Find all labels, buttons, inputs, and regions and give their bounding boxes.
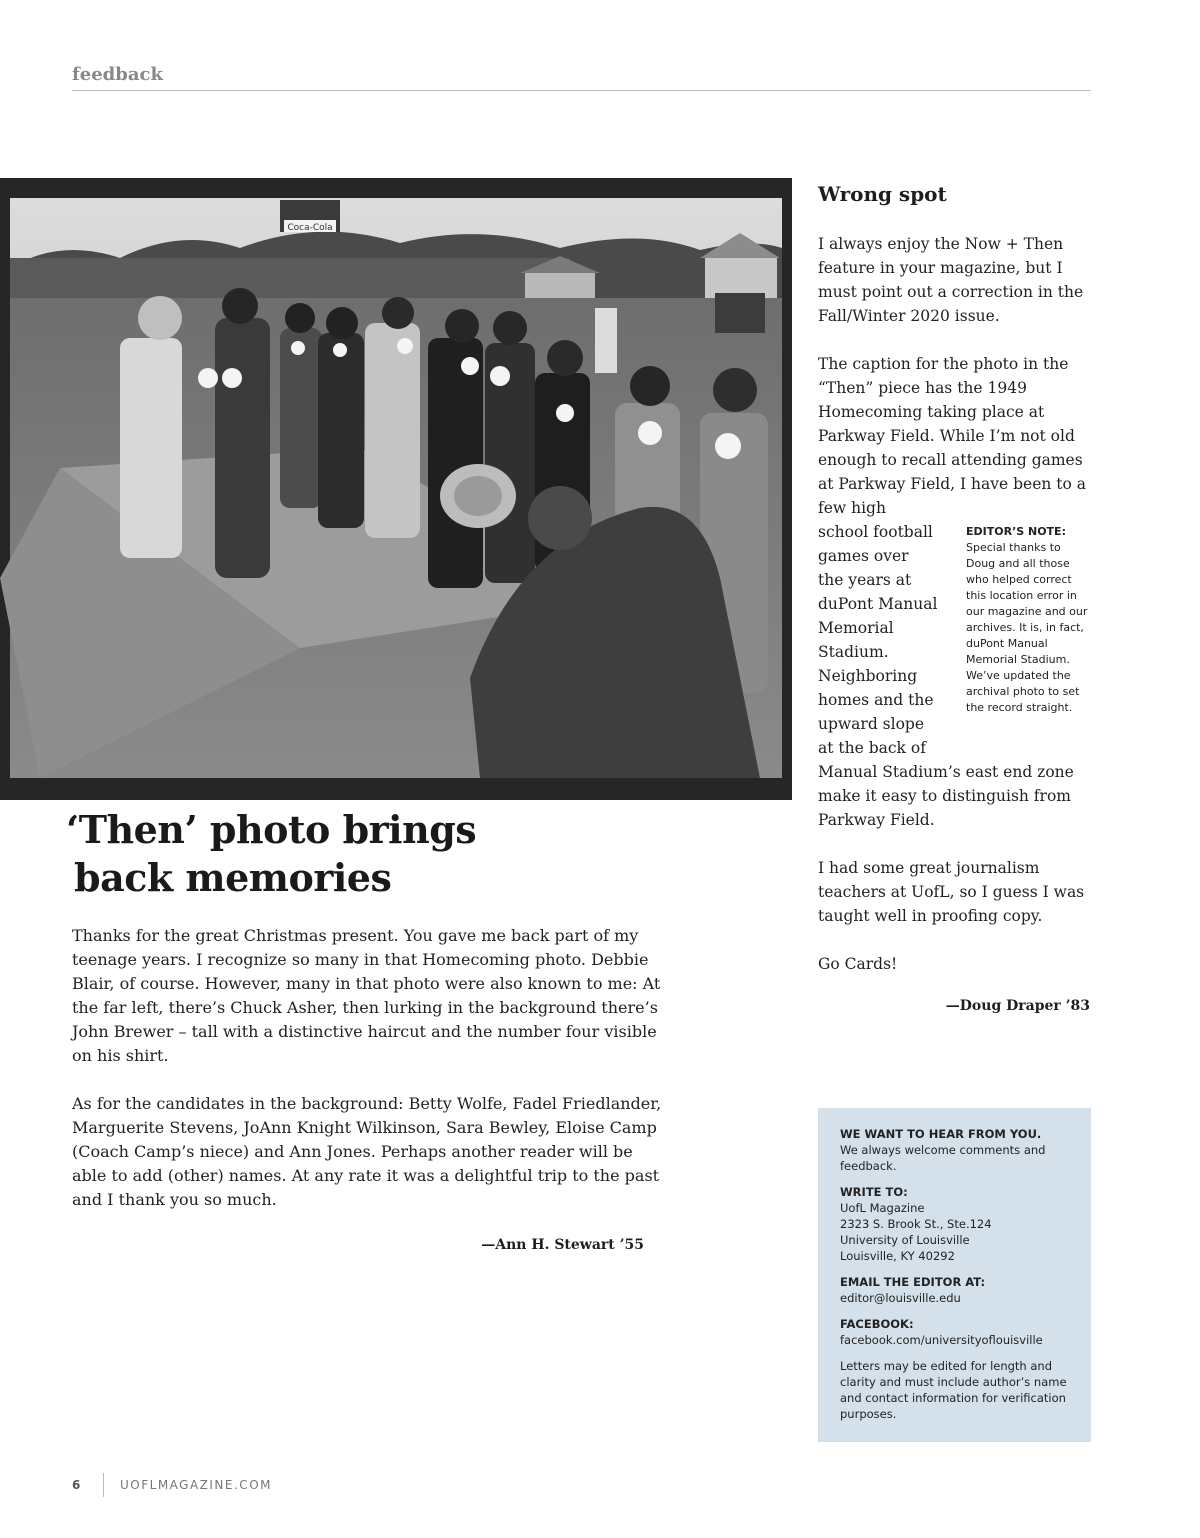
wrap-line: games over	[818, 547, 909, 565]
page-number: 6	[72, 1478, 81, 1492]
disclaimer-text: Letters may be edited for length and clarity and must include author’s name and contact information for verification purposes.	[840, 1359, 1067, 1421]
write-label: WRITE TO:	[840, 1185, 908, 1199]
section-label: feedback	[72, 64, 163, 85]
wrap-line: upward slope	[818, 715, 925, 733]
letter-paragraph: As for the candidates in the background: Betty Wolfe, Fadel Friedlander, Marguerite Stevens, JoAnn Knight Wilkinson, Sara Bewley, Eloise Camp (Coach Camp’s niece) and Ann Jones. Perhaps another reader will be able to add (other) names. At any rate it was a delightful trip to the past and I thank you so much.	[72, 1094, 662, 1209]
letter-body	[72, 924, 672, 1236]
wrap-line: homes and the	[818, 691, 934, 709]
editor-note-label: EDITOR’S NOTE:	[966, 525, 1066, 538]
editor-note-text: Special thanks to Doug and all those who helped correct this location error in our magazine and our archives. It is, in fact, duPont Manual Memorial Stadium. We’ve updated the archival photo to set the record straight.	[966, 541, 1088, 714]
contact-info-box	[818, 1108, 1091, 1442]
wrap-line: The caption for the photo in the “Then” piece has the 1949 Homecoming taking place at Parkway Field. While I’m not old enough to recall attending games at Parkway Field, I have been to a few high	[818, 355, 1087, 517]
wrong-spot-paragraph: Go Cards!	[818, 955, 898, 973]
facebook-link[interactable]: facebook.com/universityoflouisville	[840, 1333, 1043, 1347]
wrong-spot-paragraph: I had some great journalism teachers at UofL, so I guess I was taught well in proofing copy.	[818, 859, 1085, 925]
archival-photo	[0, 178, 792, 800]
wrong-spot-title: Wrong spot	[818, 182, 947, 206]
headline-line-1: ‘Then’ photo brings	[66, 807, 477, 852]
editor-note	[966, 524, 1092, 716]
homecoming-photo-illustration	[0, 178, 792, 800]
address-line: Louisville, KY 40292	[840, 1249, 955, 1263]
letter-paragraph: Thanks for the great Christmas present. You gave me back part of my teenage years. I recognize so many in that Homecoming photo. Debbie Blair, of course. However, many in that photo were also known to me: At the far left, there’s Chuck Asher, then lurking in the background there’s John Brewer – tall with a distinctive haircut and the number four visible on his shirt.	[72, 926, 661, 1065]
footer-divider	[103, 1473, 104, 1497]
wrong-spot-signature: —Doug Draper ’83	[945, 998, 1090, 1014]
wrap-line: school football	[818, 523, 933, 541]
wrap-line: Neighboring	[818, 667, 918, 685]
facebook-label: FACEBOOK:	[840, 1317, 914, 1331]
address-line: UofL Magazine	[840, 1201, 925, 1215]
hear-label: WE WANT TO HEAR FROM YOU.	[840, 1127, 1042, 1141]
email-label: EMAIL THE EDITOR AT:	[840, 1275, 986, 1289]
address-line: 2323 S. Brook St., Ste.124	[840, 1217, 992, 1231]
wrap-line: Manual Stadium’s east end zone make it easy to distinguish from Parkway Field.	[818, 763, 1074, 829]
headline-line-2: back memories	[74, 855, 392, 900]
address-line: University of Louisville	[840, 1233, 970, 1247]
wrap-line: at the back of	[818, 739, 926, 757]
wrap-line: duPont Manual	[818, 595, 938, 613]
scoreboard-sign: Coca-Cola	[287, 223, 333, 233]
headline	[66, 806, 666, 902]
editor-email-link[interactable]: editor@louisville.edu	[840, 1291, 961, 1305]
hear-text: We always welcome comments and feedback.	[840, 1143, 1046, 1173]
footer-site-link[interactable]: UOFLMAGAZINE.COM	[120, 1478, 272, 1492]
letter-signature: —Ann H. Stewart ’55	[481, 1237, 644, 1253]
wrong-spot-paragraph: I always enjoy the Now + Then feature in your magazine, but I must point out a correction in the Fall/Winter 2020 issue.	[818, 235, 1084, 325]
wrap-line: Memorial	[818, 619, 894, 637]
wrap-line: Stadium.	[818, 643, 889, 661]
header-divider	[72, 90, 1091, 91]
wrap-line: the years at	[818, 571, 912, 589]
